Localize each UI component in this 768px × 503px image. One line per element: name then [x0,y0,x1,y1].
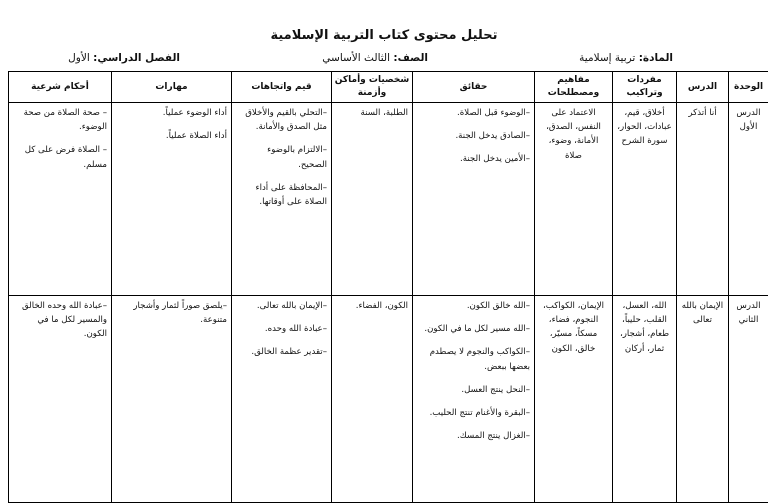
subject-value: تربية إسلامية [579,52,635,64]
class-value: الثالث الأساسي [322,52,390,64]
content-analysis-table [8,71,768,503]
value-item: –الإيمان بالله تعالى. [236,299,327,313]
header-vocab: مفردات وتراكيب [613,72,677,103]
header-lesson: الدرس [677,72,729,103]
class-field [322,52,428,64]
fact-item: –البقرة والأغنام تنتج الحليب. [417,406,530,420]
header-skills: مهارات [112,72,232,103]
fact-item: –النحل ينتج العسل. [417,383,530,397]
unit-cell: الدرس الثاني [729,296,768,503]
term-value: الأول [68,52,90,64]
ruling-item: – صحة الصلاة من صحة الوضوء. [13,106,107,134]
header-rulings: أحكام شرعية [9,72,112,103]
fact-item: –الأمين يدخل الجنة. [417,152,530,166]
concepts-cell: الإيمان، الكواكب، النجوم، فضاء، مسكاً، مسيّر، خالق، الكون [535,296,613,503]
value-item: –تقدير عظمة الخالق. [236,345,327,359]
table-header-row [9,72,768,103]
fact-item: –الله خالق الكون. [417,299,530,313]
fact-item: –الوضوء قبل الصلاة. [417,106,530,120]
fact-item: –الغزال ينتج المسك. [417,429,530,443]
lesson-cell: الإيمان بالله تعالى [677,296,729,503]
header-concepts: مفاهيم ومصطلحات [535,72,613,103]
header-unit: الوحدة [729,72,768,103]
value-item: –الالتزام بالوضوء الصحيح. [236,143,327,171]
skill-item: أداء الوضوء عملياً. [116,106,227,120]
skills-cell [112,103,232,296]
lesson-cell: أنا أتذكر [677,103,729,296]
vocab-cell: الله، العسل، القلب، حليباً، طعام، أشجار، ثمار، أركان [613,296,677,503]
fact-item: –الله مسير لكل ما في الكون. [417,322,530,336]
term-label: الفصل الدراسي: [93,52,180,64]
people-cell: الكون، الفضاء. [332,296,413,503]
subject-field [579,52,673,64]
facts-cell [413,103,535,296]
class-label: الصف: [393,52,428,64]
ruling-item: –عبادة الله وحده الخالق والمسير لكل ما في الكون. [13,299,107,342]
value-item: –المحافظة على أداء الصلاة على أوقاتها. [236,181,327,209]
fact-item: –الكواكب والنجوم لا يصطدم بعضها ببعض. [417,345,530,373]
unit-cell: الدرس الأول [729,103,768,296]
facts-cell [413,296,535,503]
table-row [9,296,768,503]
skill-item: –يلصق صوراً لثمار وأشجار متنوعة. [116,299,227,327]
header-facts: حقائق [413,72,535,103]
concepts-cell: الاعتماد على النفس، الصدق، الأمانة، وضوء، صلاة [535,103,613,296]
skills-cell [112,296,232,503]
term-field [68,52,180,64]
table-row [9,103,768,296]
values-cell [232,103,332,296]
ruling-item: – الصلاة فرض على كل مسلم. [13,143,107,171]
skill-item: أداء الصلاة عملياً. [116,129,227,143]
values-cell [232,296,332,503]
subject-label: المادة: [639,52,673,64]
header-people-places: شخصيات وأماكن وأزمنة [332,72,413,103]
header-values: قيم واتجاهات [232,72,332,103]
vocab-cell: أخلاق، قيم، عبادات، الحوار، سورة الشرح [613,103,677,296]
value-item: –التحلي بالقيم والأخلاق مثل الصدق والأمانة. [236,106,327,134]
rulings-cell [9,103,112,296]
value-item: –عبادة الله وحده. [236,322,327,336]
fact-item: –الصادق يدخل الجنة. [417,129,530,143]
people-cell: الطلبة، السنة [332,103,413,296]
rulings-cell [9,296,112,503]
page-title: تحليل محتوى كتاب التربية الإسلامية [0,28,768,43]
